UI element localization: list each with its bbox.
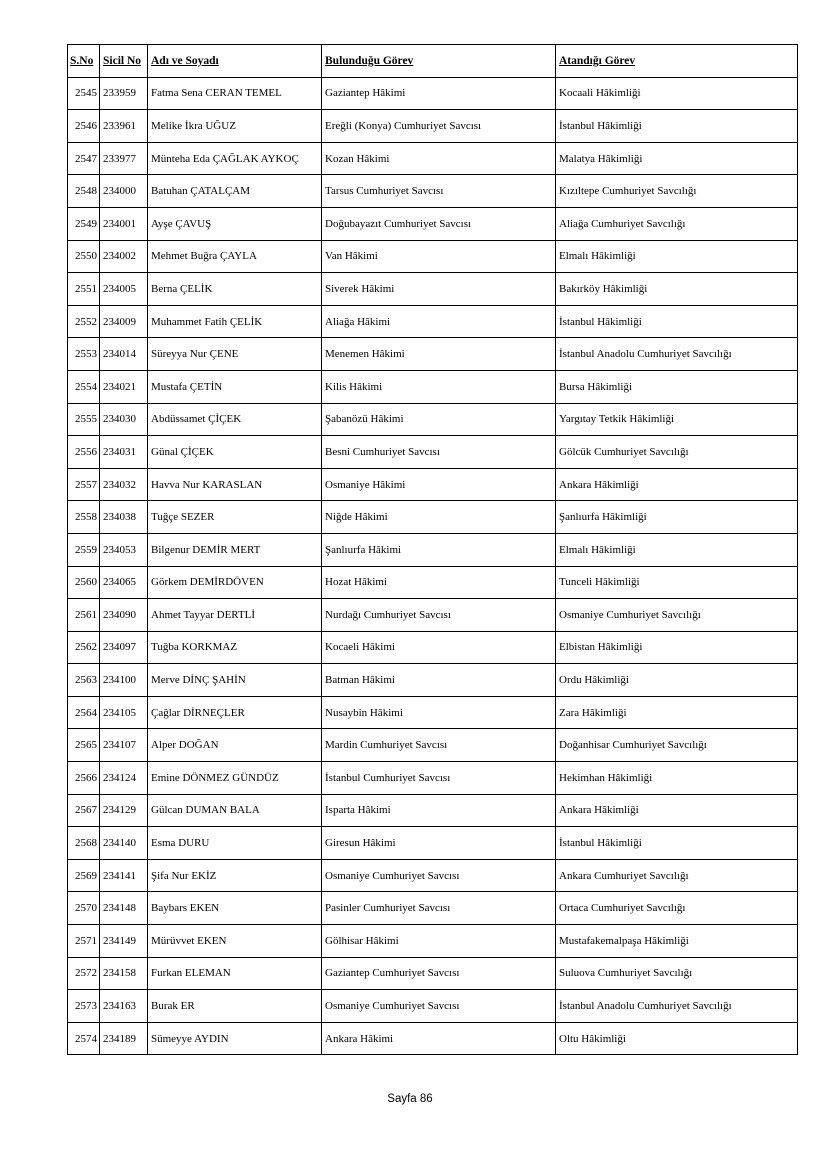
- cell-sicil-no: 234129: [100, 794, 148, 827]
- header-sicil-no: Sicil No: [100, 45, 148, 78]
- cell-sicil-no: 234163: [100, 990, 148, 1023]
- cell-sicil-no: 234105: [100, 696, 148, 729]
- cell-sno: 2563: [68, 664, 100, 697]
- cell-name: Fatma Sena CERAN TEMEL: [148, 77, 322, 110]
- header-current-duty: Bulunduğu Görev: [322, 45, 556, 78]
- cell-current-duty: Menemen Hâkimi: [322, 338, 556, 371]
- cell-current-duty: Batman Hâkimi: [322, 664, 556, 697]
- cell-current-duty: Tarsus Cumhuriyet Savcısı: [322, 175, 556, 208]
- table-row: [68, 207, 798, 240]
- cell-name: Furkan ELEMAN: [148, 957, 322, 990]
- cell-current-duty: Giresun Hâkimi: [322, 827, 556, 860]
- cell-name: Batuhan ÇATALÇAM: [148, 175, 322, 208]
- cell-sicil-no: 234100: [100, 664, 148, 697]
- cell-sicil-no: 234002: [100, 240, 148, 273]
- cell-assigned-duty: Gölcük Cumhuriyet Savcılığı: [556, 436, 798, 469]
- cell-current-duty: Nusaybin Hâkimi: [322, 696, 556, 729]
- cell-current-duty: Gölhisar Hâkimi: [322, 925, 556, 958]
- cell-sno: 2566: [68, 762, 100, 795]
- cell-assigned-duty: Malatya Hâkimliği: [556, 142, 798, 175]
- table-row: [68, 664, 798, 697]
- table-header-row: [68, 45, 798, 78]
- header-name: Adı ve Soyadı: [148, 45, 322, 78]
- cell-assigned-duty: Bakırköy Hâkimliği: [556, 273, 798, 306]
- cell-assigned-duty: Ankara Hâkimliği: [556, 794, 798, 827]
- table-row: [68, 175, 798, 208]
- cell-name: Alper DOĞAN: [148, 729, 322, 762]
- cell-current-duty: Aliağa Hâkimi: [322, 305, 556, 338]
- cell-assigned-duty: İstanbul Anadolu Cumhuriyet Savcılığı: [556, 990, 798, 1023]
- cell-name: Şifa Nur EKİZ: [148, 859, 322, 892]
- cell-name: Mehmet Buğra ÇAYLA: [148, 240, 322, 273]
- cell-sno: 2559: [68, 533, 100, 566]
- cell-assigned-duty: İstanbul Hâkimliği: [556, 110, 798, 143]
- cell-current-duty: Besni Cumhuriyet Savcısı: [322, 436, 556, 469]
- cell-sicil-no: 234090: [100, 599, 148, 632]
- cell-name: Havva Nur KARASLAN: [148, 468, 322, 501]
- cell-sno: 2556: [68, 436, 100, 469]
- cell-assigned-duty: Yargıtay Tetkik Hâkimliği: [556, 403, 798, 436]
- cell-name: Çağlar DİRNEÇLER: [148, 696, 322, 729]
- cell-name: Mustafa ÇETİN: [148, 370, 322, 403]
- table-row: [68, 566, 798, 599]
- cell-sicil-no: 234001: [100, 207, 148, 240]
- table-row: [68, 403, 798, 436]
- appointment-table: [67, 44, 798, 1055]
- cell-sicil-no: 234141: [100, 859, 148, 892]
- cell-name: Muhammet Fatih ÇELİK: [148, 305, 322, 338]
- table-row: [68, 305, 798, 338]
- table-row: [68, 957, 798, 990]
- table-row: [68, 533, 798, 566]
- table-row: [68, 859, 798, 892]
- cell-sno: 2555: [68, 403, 100, 436]
- table-row: [68, 1022, 798, 1055]
- cell-sno: 2552: [68, 305, 100, 338]
- cell-name: Görkem DEMİRDÖVEN: [148, 566, 322, 599]
- table-row: [68, 599, 798, 632]
- cell-current-duty: Van Hâkimi: [322, 240, 556, 273]
- cell-assigned-duty: İstanbul Hâkimliği: [556, 827, 798, 860]
- cell-assigned-duty: Elmalı Hâkimliği: [556, 533, 798, 566]
- cell-sno: 2553: [68, 338, 100, 371]
- table-row: [68, 436, 798, 469]
- cell-current-duty: Şanlıurfa Hâkimi: [322, 533, 556, 566]
- cell-assigned-duty: Suluova Cumhuriyet Savcılığı: [556, 957, 798, 990]
- cell-name: Bilgenur DEMİR MERT: [148, 533, 322, 566]
- cell-sicil-no: 233959: [100, 77, 148, 110]
- table-row: [68, 990, 798, 1023]
- cell-sicil-no: 234097: [100, 631, 148, 664]
- cell-sicil-no: 233977: [100, 142, 148, 175]
- cell-name: Günal ÇİÇEK: [148, 436, 322, 469]
- cell-assigned-duty: Mustafakemalpaşa Hâkimliği: [556, 925, 798, 958]
- cell-sno: 2565: [68, 729, 100, 762]
- cell-current-duty: Gaziantep Cumhuriyet Savcısı: [322, 957, 556, 990]
- cell-current-duty: Şabanözü Hâkimi: [322, 403, 556, 436]
- table-row: [68, 468, 798, 501]
- cell-current-duty: Doğubayazıt Cumhuriyet Savcısı: [322, 207, 556, 240]
- table-row: [68, 729, 798, 762]
- cell-name: Berna ÇELİK: [148, 273, 322, 306]
- cell-assigned-duty: İstanbul Hâkimliği: [556, 305, 798, 338]
- cell-assigned-duty: Ordu Hâkimliği: [556, 664, 798, 697]
- cell-sicil-no: 234032: [100, 468, 148, 501]
- cell-name: Esma DURU: [148, 827, 322, 860]
- cell-sno: 2560: [68, 566, 100, 599]
- cell-current-duty: Mardin Cumhuriyet Savcısı: [322, 729, 556, 762]
- cell-current-duty: Isparta Hâkimi: [322, 794, 556, 827]
- cell-name: Baybars EKEN: [148, 892, 322, 925]
- cell-assigned-duty: Aliağa Cumhuriyet Savcılığı: [556, 207, 798, 240]
- cell-assigned-duty: Kocaali Hâkimliği: [556, 77, 798, 110]
- cell-current-duty: Gaziantep Hâkimi: [322, 77, 556, 110]
- cell-assigned-duty: İstanbul Anadolu Cumhuriyet Savcılığı: [556, 338, 798, 371]
- table-row: [68, 110, 798, 143]
- table-row: [68, 762, 798, 795]
- cell-current-duty: Hozat Hâkimi: [322, 566, 556, 599]
- cell-current-duty: Kozan Hâkimi: [322, 142, 556, 175]
- cell-assigned-duty: Zara Hâkimliği: [556, 696, 798, 729]
- cell-sno: 2549: [68, 207, 100, 240]
- cell-assigned-duty: Hekimhan Hâkimliği: [556, 762, 798, 795]
- cell-name: Abdüssamet ÇİÇEK: [148, 403, 322, 436]
- cell-assigned-duty: Doğanhisar Cumhuriyet Savcılığı: [556, 729, 798, 762]
- cell-sicil-no: 234014: [100, 338, 148, 371]
- cell-sno: 2564: [68, 696, 100, 729]
- cell-current-duty: Ereğli (Konya) Cumhuriyet Savcısı: [322, 110, 556, 143]
- cell-current-duty: Siverek Hâkimi: [322, 273, 556, 306]
- table-row: [68, 696, 798, 729]
- header-sno: S.No: [68, 45, 100, 78]
- table-row: [68, 370, 798, 403]
- cell-sno: 2551: [68, 273, 100, 306]
- table-row: [68, 631, 798, 664]
- cell-sicil-no: 234031: [100, 436, 148, 469]
- cell-assigned-duty: Ankara Cumhuriyet Savcılığı: [556, 859, 798, 892]
- cell-assigned-duty: Osmaniye Cumhuriyet Savcılığı: [556, 599, 798, 632]
- cell-sicil-no: 234124: [100, 762, 148, 795]
- cell-sno: 2561: [68, 599, 100, 632]
- cell-sno: 2567: [68, 794, 100, 827]
- table-row: [68, 892, 798, 925]
- cell-sicil-no: 234038: [100, 501, 148, 534]
- cell-name: Gülcan DUMAN BALA: [148, 794, 322, 827]
- cell-name: Tuğba KORKMAZ: [148, 631, 322, 664]
- table-row: [68, 142, 798, 175]
- cell-current-duty: İstanbul Cumhuriyet Savcısı: [322, 762, 556, 795]
- cell-assigned-duty: Şanlıurfa Hâkimliği: [556, 501, 798, 534]
- cell-sicil-no: 234009: [100, 305, 148, 338]
- cell-sno: 2570: [68, 892, 100, 925]
- table-row: [68, 827, 798, 860]
- cell-assigned-duty: Ortaca Cumhuriyet Savcılığı: [556, 892, 798, 925]
- cell-assigned-duty: Bursa Hâkimliği: [556, 370, 798, 403]
- cell-sicil-no: 234107: [100, 729, 148, 762]
- cell-sno: 2568: [68, 827, 100, 860]
- cell-sicil-no: 234005: [100, 273, 148, 306]
- cell-sicil-no: 234189: [100, 1022, 148, 1055]
- cell-name: Münteha Eda ÇAĞLAK AYKOÇ: [148, 142, 322, 175]
- cell-assigned-duty: Elmalı Hâkimliği: [556, 240, 798, 273]
- cell-name: Melike İkra UĞUZ: [148, 110, 322, 143]
- cell-sno: 2550: [68, 240, 100, 273]
- cell-current-duty: Osmaniye Hâkimi: [322, 468, 556, 501]
- cell-name: Emine DÖNMEZ GÜNDÜZ: [148, 762, 322, 795]
- cell-sno: 2569: [68, 859, 100, 892]
- cell-sicil-no: 234158: [100, 957, 148, 990]
- cell-assigned-duty: Ankara Hâkimliği: [556, 468, 798, 501]
- table-row: [68, 501, 798, 534]
- table-row: [68, 77, 798, 110]
- cell-sno: 2547: [68, 142, 100, 175]
- cell-sicil-no: 234053: [100, 533, 148, 566]
- cell-sno: 2573: [68, 990, 100, 1023]
- cell-name: Burak ER: [148, 990, 322, 1023]
- table-row: [68, 240, 798, 273]
- page-number: Sayfa 86: [387, 1093, 433, 1105]
- cell-sno: 2545: [68, 77, 100, 110]
- cell-current-duty: Nurdağı Cumhuriyet Savcısı: [322, 599, 556, 632]
- cell-sno: 2546: [68, 110, 100, 143]
- table-row: [68, 338, 798, 371]
- cell-name: Süreyya Nur ÇENE: [148, 338, 322, 371]
- cell-current-duty: Kocaeli Hâkimi: [322, 631, 556, 664]
- cell-sno: 2558: [68, 501, 100, 534]
- cell-name: Merve DİNÇ ŞAHİN: [148, 664, 322, 697]
- cell-sno: 2554: [68, 370, 100, 403]
- cell-sno: 2548: [68, 175, 100, 208]
- cell-sicil-no: 234030: [100, 403, 148, 436]
- cell-sicil-no: 234148: [100, 892, 148, 925]
- cell-sno: 2571: [68, 925, 100, 958]
- cell-current-duty: Kilis Hâkimi: [322, 370, 556, 403]
- cell-current-duty: Pasinler Cumhuriyet Savcısı: [322, 892, 556, 925]
- cell-assigned-duty: Elbistan Hâkimliği: [556, 631, 798, 664]
- cell-sno: 2574: [68, 1022, 100, 1055]
- table-row: [68, 273, 798, 306]
- cell-assigned-duty: Kızıltepe Cumhuriyet Savcılığı: [556, 175, 798, 208]
- table-row: [68, 794, 798, 827]
- cell-name: Ayşe ÇAVUŞ: [148, 207, 322, 240]
- table-body: [68, 77, 798, 1055]
- cell-sicil-no: 233961: [100, 110, 148, 143]
- table-row: [68, 925, 798, 958]
- cell-current-duty: Niğde Hâkimi: [322, 501, 556, 534]
- cell-name: Sümeyye AYDIN: [148, 1022, 322, 1055]
- cell-name: Ahmet Tayyar DERTLİ: [148, 599, 322, 632]
- cell-current-duty: Osmaniye Cumhuriyet Savcısı: [322, 990, 556, 1023]
- cell-name: Tuğçe SEZER: [148, 501, 322, 534]
- cell-sno: 2557: [68, 468, 100, 501]
- cell-current-duty: Ankara Hâkimi: [322, 1022, 556, 1055]
- cell-sicil-no: 234149: [100, 925, 148, 958]
- header-assigned-duty: Atandığı Görev: [556, 45, 798, 78]
- cell-sno: 2572: [68, 957, 100, 990]
- cell-assigned-duty: Tunceli Hâkimliği: [556, 566, 798, 599]
- cell-sicil-no: 234140: [100, 827, 148, 860]
- cell-sicil-no: 234021: [100, 370, 148, 403]
- cell-current-duty: Osmaniye Cumhuriyet Savcısı: [322, 859, 556, 892]
- cell-sno: 2562: [68, 631, 100, 664]
- cell-sicil-no: 234000: [100, 175, 148, 208]
- cell-name: Mürüvvet EKEN: [148, 925, 322, 958]
- cell-sicil-no: 234065: [100, 566, 148, 599]
- cell-assigned-duty: Oltu Hâkimliği: [556, 1022, 798, 1055]
